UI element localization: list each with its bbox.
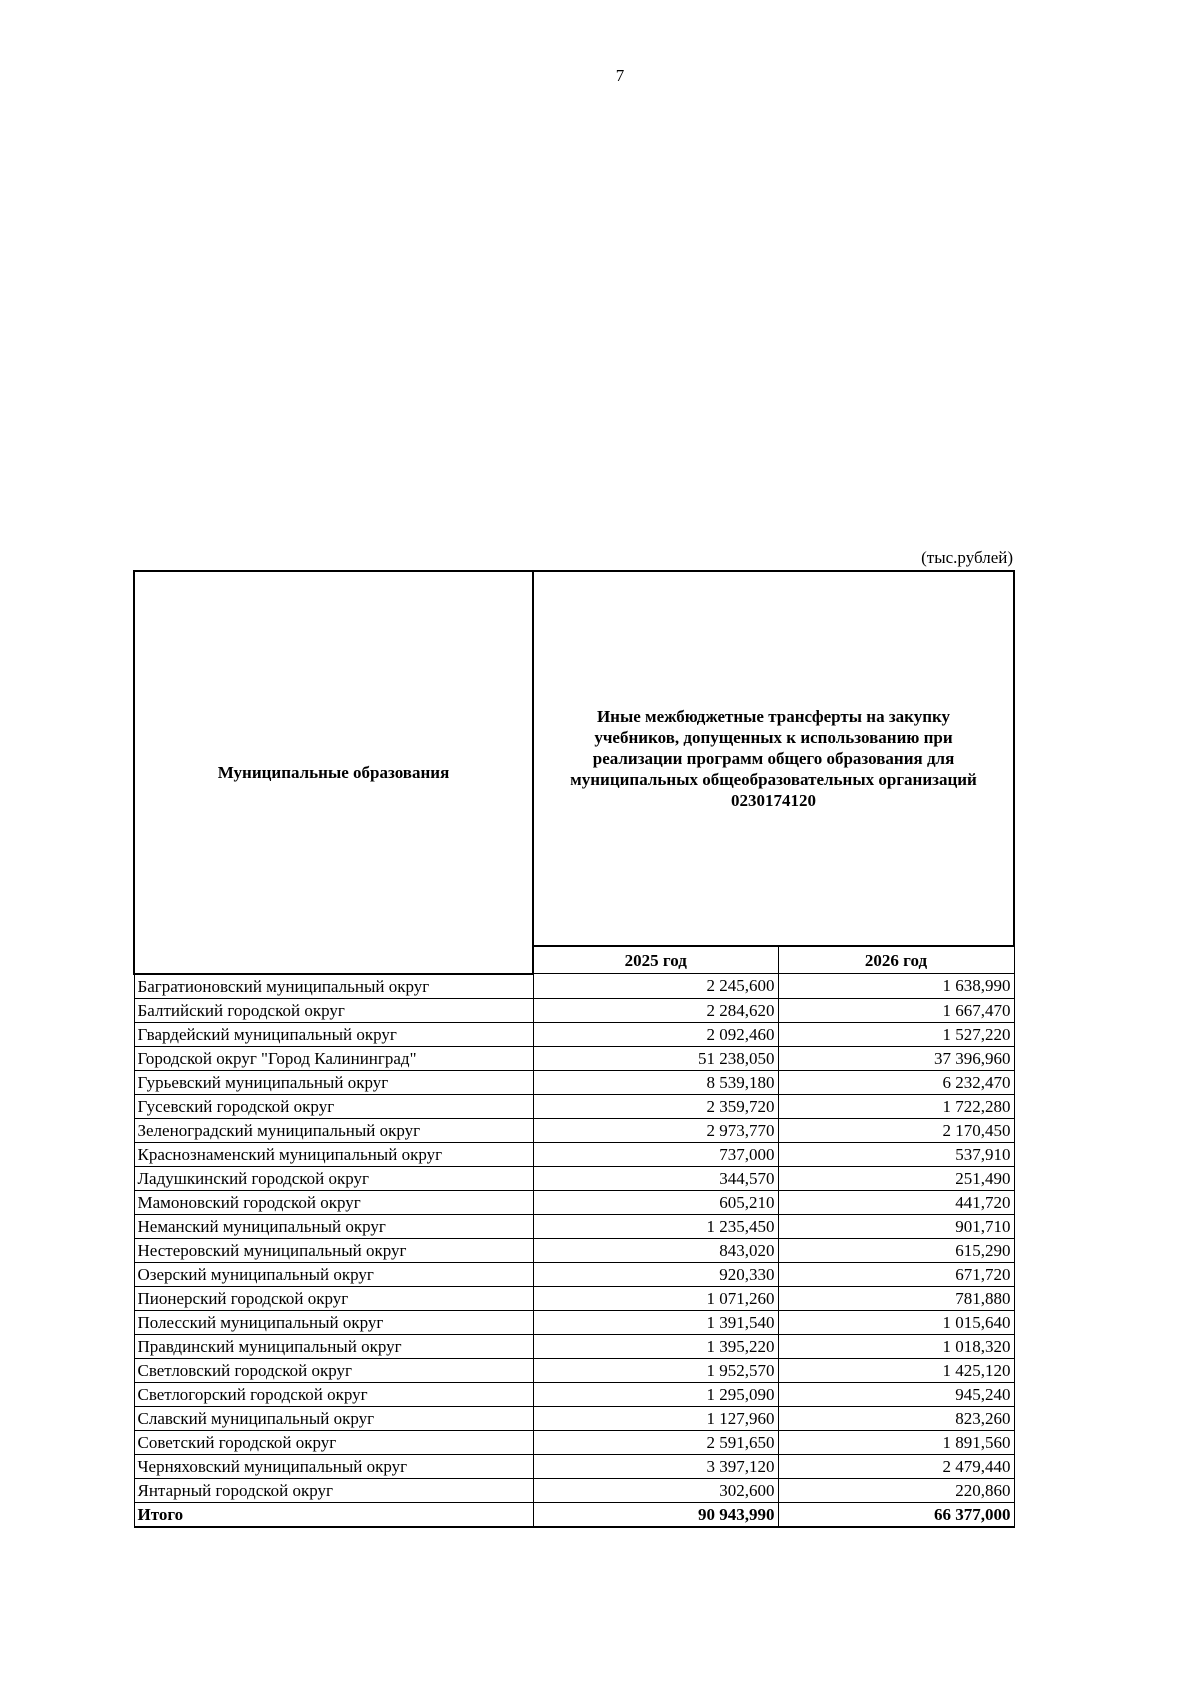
municipality-name: Мамоновский городской округ [134,1190,533,1214]
municipality-name: Городской округ "Город Калининград" [134,1046,533,1070]
value-2025: 344,570 [533,1166,778,1190]
value-2026: 1 891,560 [778,1430,1014,1454]
total-2026: 66 377,000 [778,1502,1014,1527]
table-row [134,1094,1014,1118]
municipality-name: Озерский муниципальный округ [134,1262,533,1286]
table-row [134,1142,1014,1166]
municipality-name: Краснознаменский муниципальный округ [134,1142,533,1166]
value-2025: 3 397,120 [533,1454,778,1478]
value-2026: 2 479,440 [778,1454,1014,1478]
municipality-name: Светловский городской округ [134,1358,533,1382]
municipality-name: Черняховский муниципальный округ [134,1454,533,1478]
value-2025: 1 395,220 [533,1334,778,1358]
value-2026: 615,290 [778,1238,1014,1262]
value-2026: 251,490 [778,1166,1014,1190]
value-2025: 2 092,460 [533,1022,778,1046]
value-2026: 1 015,640 [778,1310,1014,1334]
value-2025: 605,210 [533,1190,778,1214]
table-row [134,1166,1014,1190]
municipality-name: Гвардейский муниципальный округ [134,1022,533,1046]
value-2026: 37 396,960 [778,1046,1014,1070]
value-2025: 2 284,620 [533,998,778,1022]
value-2026: 1 638,990 [778,974,1014,999]
table-row [134,1406,1014,1430]
value-2026: 901,710 [778,1214,1014,1238]
municipality-name: Ладушкинский городской округ [134,1166,533,1190]
table-row [134,1478,1014,1502]
municipality-name: Зеленоградский муниципальный округ [134,1118,533,1142]
value-2025: 1 127,960 [533,1406,778,1430]
municipality-name: Неманский муниципальный округ [134,1214,533,1238]
value-2026: 441,720 [778,1190,1014,1214]
value-2025: 737,000 [533,1142,778,1166]
value-2025: 2 973,770 [533,1118,778,1142]
municipality-name: Гусевский городской округ [134,1094,533,1118]
table-row [134,1334,1014,1358]
table-row [134,1382,1014,1406]
value-2025: 1 071,260 [533,1286,778,1310]
allocation-table [133,570,1015,1528]
municipality-name: Славский муниципальный округ [134,1406,533,1430]
table-row [134,1214,1014,1238]
units-note: (тыс.рублей) [921,548,1013,567]
value-2025: 2 591,650 [533,1430,778,1454]
municipality-name: Полесский муниципальный округ [134,1310,533,1334]
table-row [134,1070,1014,1094]
transfer-column-header: Иные межбюджетные трансферты на закупку учебников, допущенных к использованию при реализации программ общего образования для муниципальных общеобразовательных организаций 0230174120 [533,571,1014,946]
municipality-name: Правдинский муниципальный округ [134,1334,533,1358]
value-2026: 1 425,120 [778,1358,1014,1382]
value-2025: 1 391,540 [533,1310,778,1334]
municipality-name: Нестеровский муниципальный округ [134,1238,533,1262]
municipality-name: Гурьевский муниципальный округ [134,1070,533,1094]
table-row [134,1190,1014,1214]
municipality-name: Советский городской округ [134,1430,533,1454]
municipality-name: Балтийский городской округ [134,998,533,1022]
value-2026: 537,910 [778,1142,1014,1166]
municipality-name: Янтарный городской округ [134,1478,533,1502]
table-row [134,1262,1014,1286]
table-row [134,1310,1014,1334]
value-2026: 671,720 [778,1262,1014,1286]
value-2025: 1 952,570 [533,1358,778,1382]
year-2026-header: 2026 год [778,946,1014,974]
total-2025: 90 943,990 [533,1502,778,1527]
table-row [134,1358,1014,1382]
table-row [134,1118,1014,1142]
value-2025: 8 539,180 [533,1070,778,1094]
table-row [134,1286,1014,1310]
value-2026: 220,860 [778,1478,1014,1502]
municipality-name: Багратионовский муниципальный округ [134,974,533,999]
value-2025: 1 235,450 [533,1214,778,1238]
year-2025-header: 2025 год [533,946,778,974]
table-header-row [134,571,1014,946]
page-number: 7 [615,66,625,85]
value-2026: 1 527,220 [778,1022,1014,1046]
value-2025: 2 245,600 [533,974,778,999]
value-2026: 945,240 [778,1382,1014,1406]
value-2026: 1 018,320 [778,1334,1014,1358]
total-row [134,1502,1014,1527]
municipality-name: Пионерский городской округ [134,1286,533,1310]
value-2025: 51 238,050 [533,1046,778,1070]
value-2026: 823,260 [778,1406,1014,1430]
table-body [134,974,1014,1527]
value-2026: 1 722,280 [778,1094,1014,1118]
table-row [134,1430,1014,1454]
value-2025: 302,600 [533,1478,778,1502]
table-row [134,1454,1014,1478]
table-row [134,974,1014,999]
total-label: Итого [134,1502,533,1527]
municipality-name: Светлогорский городской округ [134,1382,533,1406]
value-2025: 1 295,090 [533,1382,778,1406]
municipality-column-header: Муниципальные образования [134,571,533,974]
value-2025: 843,020 [533,1238,778,1262]
value-2025: 2 359,720 [533,1094,778,1118]
table-row [134,1238,1014,1262]
value-2025: 920,330 [533,1262,778,1286]
value-2026: 6 232,470 [778,1070,1014,1094]
table-row [134,998,1014,1022]
table-row [134,1046,1014,1070]
value-2026: 1 667,470 [778,998,1014,1022]
value-2026: 2 170,450 [778,1118,1014,1142]
table-row [134,1022,1014,1046]
value-2026: 781,880 [778,1286,1014,1310]
